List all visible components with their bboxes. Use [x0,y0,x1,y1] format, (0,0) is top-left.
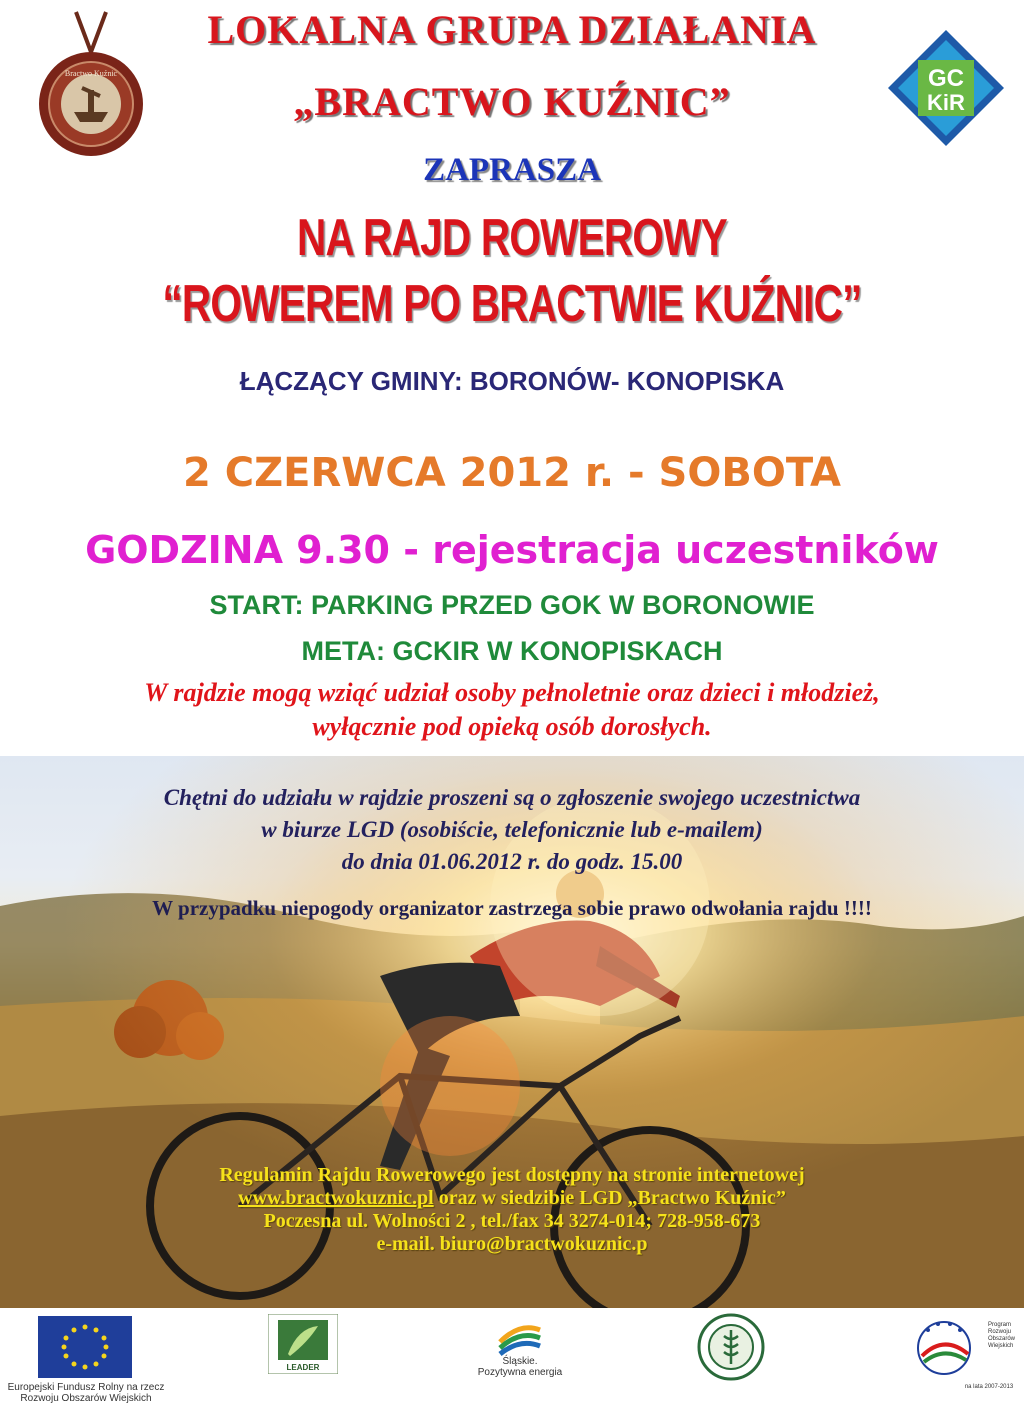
slaskie-line1: Śląskie. [502,1356,538,1367]
prow-logo [908,1314,986,1380]
event-date: 2 CZERWCA 2012 r. - SOBOTA [183,450,841,496]
website-link[interactable]: www.bractwokuznic.pl [238,1187,434,1209]
registration-line1: Chętni do udziału w rajdzie proszeni są o zgłoszenie swojego uczestnictwa [163,785,861,810]
sponsor-footer [0,1308,1024,1404]
registration-note [0,782,1024,878]
program-years: na lata 2007-2013 [964,1384,1014,1390]
eligibility-note [0,676,1024,744]
eu-flag-icon [38,1316,132,1378]
program-line4: Wiejskich [988,1343,1014,1349]
seal-text: Bractwo Kuźnic [64,69,118,78]
start-location: START: PARKING PRZED GOK W BORONOWIE [209,590,815,620]
invite-heading: ZAPRASZA [423,152,601,188]
finish-location: META: GCKIR W KONOPISKACH [301,636,723,666]
organization-name: „BRACTWO KUŹNIC” [293,79,731,124]
organization-title: LOKALNA GRUPA DZIAŁANIA [207,7,817,52]
eligibility-line1: W rajdzie mogą wziąć udział osoby pełnoletnie oraz dzieci i młodzież, [144,678,880,707]
leader-logo [268,1314,338,1374]
gckir-logo-line2: KiR [927,90,965,115]
program-line2: Rozwoju [988,1329,1012,1335]
rules-email: e-mail. biuro@bractwokuznic.p [376,1233,648,1255]
gckir-logo-line1: GC [928,65,964,92]
slaskie-logo [496,1316,544,1358]
event-time: GODZINA 9.30 - rejestracja uczestników [85,528,939,572]
leader-text: LEADER [286,1363,320,1372]
rules-info [0,1164,1024,1256]
registration-line3: do dnia 01.06.2012 r. do godz. 15.00 [341,849,683,874]
eu-caption-line1: Europejski Fundusz Rolny na rzecz [7,1382,165,1393]
ministry-agriculture-seal [696,1312,766,1382]
program-line1: Program [988,1322,1012,1328]
event-title-line2: “ROWEREM PO BRACTWIE KUŹNIC” [162,275,862,333]
prow-caption [988,1322,1024,1350]
registration-line2: w biurze LGD (osobiście, telefonicznie lub e-mailem) [261,817,763,842]
rules-line2 [0,1187,1024,1210]
weather-note: W przypadku niepogody organizator zastrzega sobie prawo odwołania rajdu !!!! [152,896,872,920]
event-title-line1: NA RAJD ROWEROWY [297,209,727,267]
eu-caption-line2: Rozwoju Obszarów Wiejskich [20,1393,152,1404]
eu-fund-caption [2,1382,170,1404]
connects-line: ŁĄCZĄCY GMINY: BORONÓW- KONOPISKA [239,366,785,396]
eligibility-line2: wyłącznie pod opieką osób dorosłych. [312,712,712,741]
rules-line1: Regulamin Rajdu Rowerowego jest dostępny na stronie internetowej [219,1164,805,1186]
rules-address: Poczesna ul. Wolności 2 , tel./fax 34 3274-014; 728-958-673 [263,1210,761,1232]
slaskie-caption [470,1356,570,1378]
program-line3: Obszarów [988,1336,1016,1342]
slaskie-line2: Pozytywna energia [477,1367,563,1378]
rules-line2-rest: oraz w siedzibie LGD „Bractwo Kuźnic” [433,1187,786,1209]
